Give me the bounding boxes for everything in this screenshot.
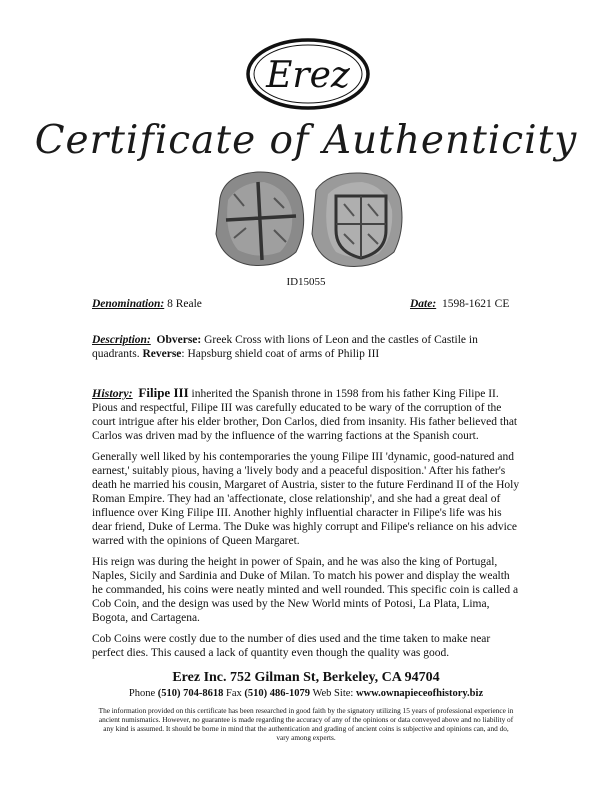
erez-logo — [245, 37, 371, 111]
denomination-row — [92, 298, 202, 310]
history-paragraph-2: Generally well liked by his contemporaries the young Filipe III 'dynamic, good-natured and earnest,' suitably pious, having a 'lively body and a peaceful disposition.' After his father's death he married his cousin, Margaret of Austria, sister to the future Ferdinand II of the Holy Roman Empire. They had an 'affectionate, close relationship', and she had a great deal of influence over King Filipe III. Another highly influential character in Filipe's life was his dear friend, Duke of Lerma. The Duke was highly corrupt and Filipe's reliance on his advice warred with the opinions of Queen Margaret. — [92, 451, 520, 547]
phone-number: (510) 704-8618 — [157, 688, 224, 699]
company-address: Erez Inc. 752 Gilman St, Berkeley, CA 94704 — [172, 670, 440, 685]
history-paragraph-3: His reign was during the height in power of Spain, and he was also the king of Portugal, Naples, Sicily and Sardinia and Duke of Milan. To match his power and display the wealth he commanded, his coins were neatly minted and well rounded. This specific coin is called a Cob Coin, and the design was used by the New World mints of Potosi, La Plata, Lima, Bogota, and Cartagena. — [92, 556, 519, 624]
coin-id: ID15055 — [286, 276, 326, 288]
coin-images — [210, 168, 406, 270]
king-name: Filipe III — [138, 385, 189, 400]
reverse-label: Reverse — [142, 348, 182, 360]
history-paragraph-4: Cob Coins were costly due to the number of dies used and the time taken to make near perfect dies. This caused a lack of quantity even though the quality was good. — [92, 633, 491, 659]
description-label: Description: — [92, 334, 151, 346]
history — [92, 386, 522, 667]
logo-text: Erez — [266, 55, 350, 96]
date-label: Date: — [410, 298, 437, 310]
denomination-label: Denomination: — [92, 298, 165, 310]
date-row — [410, 298, 509, 310]
date-value: 1598-1621 CE — [441, 298, 510, 310]
denomination-value: 8 Reale — [167, 298, 202, 310]
history-label: History: — [92, 386, 133, 400]
disclaimer: The information provided on this certificate has been researched in good faith by the signatory utilizing 15 years of professional experience in ancient numismatics. However, no guarantee is made regarding the accuracy of any of the opinions or data conveyed above and no liability of any kind is assumed. It should be borne in mind that the authentication and grading of ancient coins is subjective and opinions can, and do, vary among experts. — [98, 706, 514, 742]
coin-obverse-image — [216, 172, 304, 266]
obverse-text: Greek Cross with lions of Leon and the castles of Castile in quadrants. — [92, 334, 478, 360]
reverse-text: : Hapsburg shield coat of arms of Philip III — [181, 348, 380, 360]
phone-label: Phone — [128, 688, 156, 699]
obverse-label: Obverse: — [156, 334, 202, 346]
website-label: Web Site: — [312, 688, 354, 699]
history-paragraph-1 — [92, 386, 522, 443]
contact-line — [0, 688, 612, 699]
website-link[interactable]: www.ownapieceofhistory.biz — [355, 688, 484, 699]
coin-reverse-image — [312, 173, 402, 267]
history-p1-text: inherited the Spanish throne in 1598 from his father King Filipe II. Pious and respectful, Filipe III was carefully educated to be wary of the corruption of the court intrigue after his elder brother, Don Carlos, died from insanity. His father believed that Carlos was driven mad by the influence of the warring factions at the Spanish court. — [92, 388, 518, 442]
fax-number: (510) 486-1079 — [244, 688, 311, 699]
fax-label: Fax — [226, 688, 242, 699]
description — [92, 333, 522, 361]
certificate-title: Certificate of Authenticity — [34, 118, 578, 163]
